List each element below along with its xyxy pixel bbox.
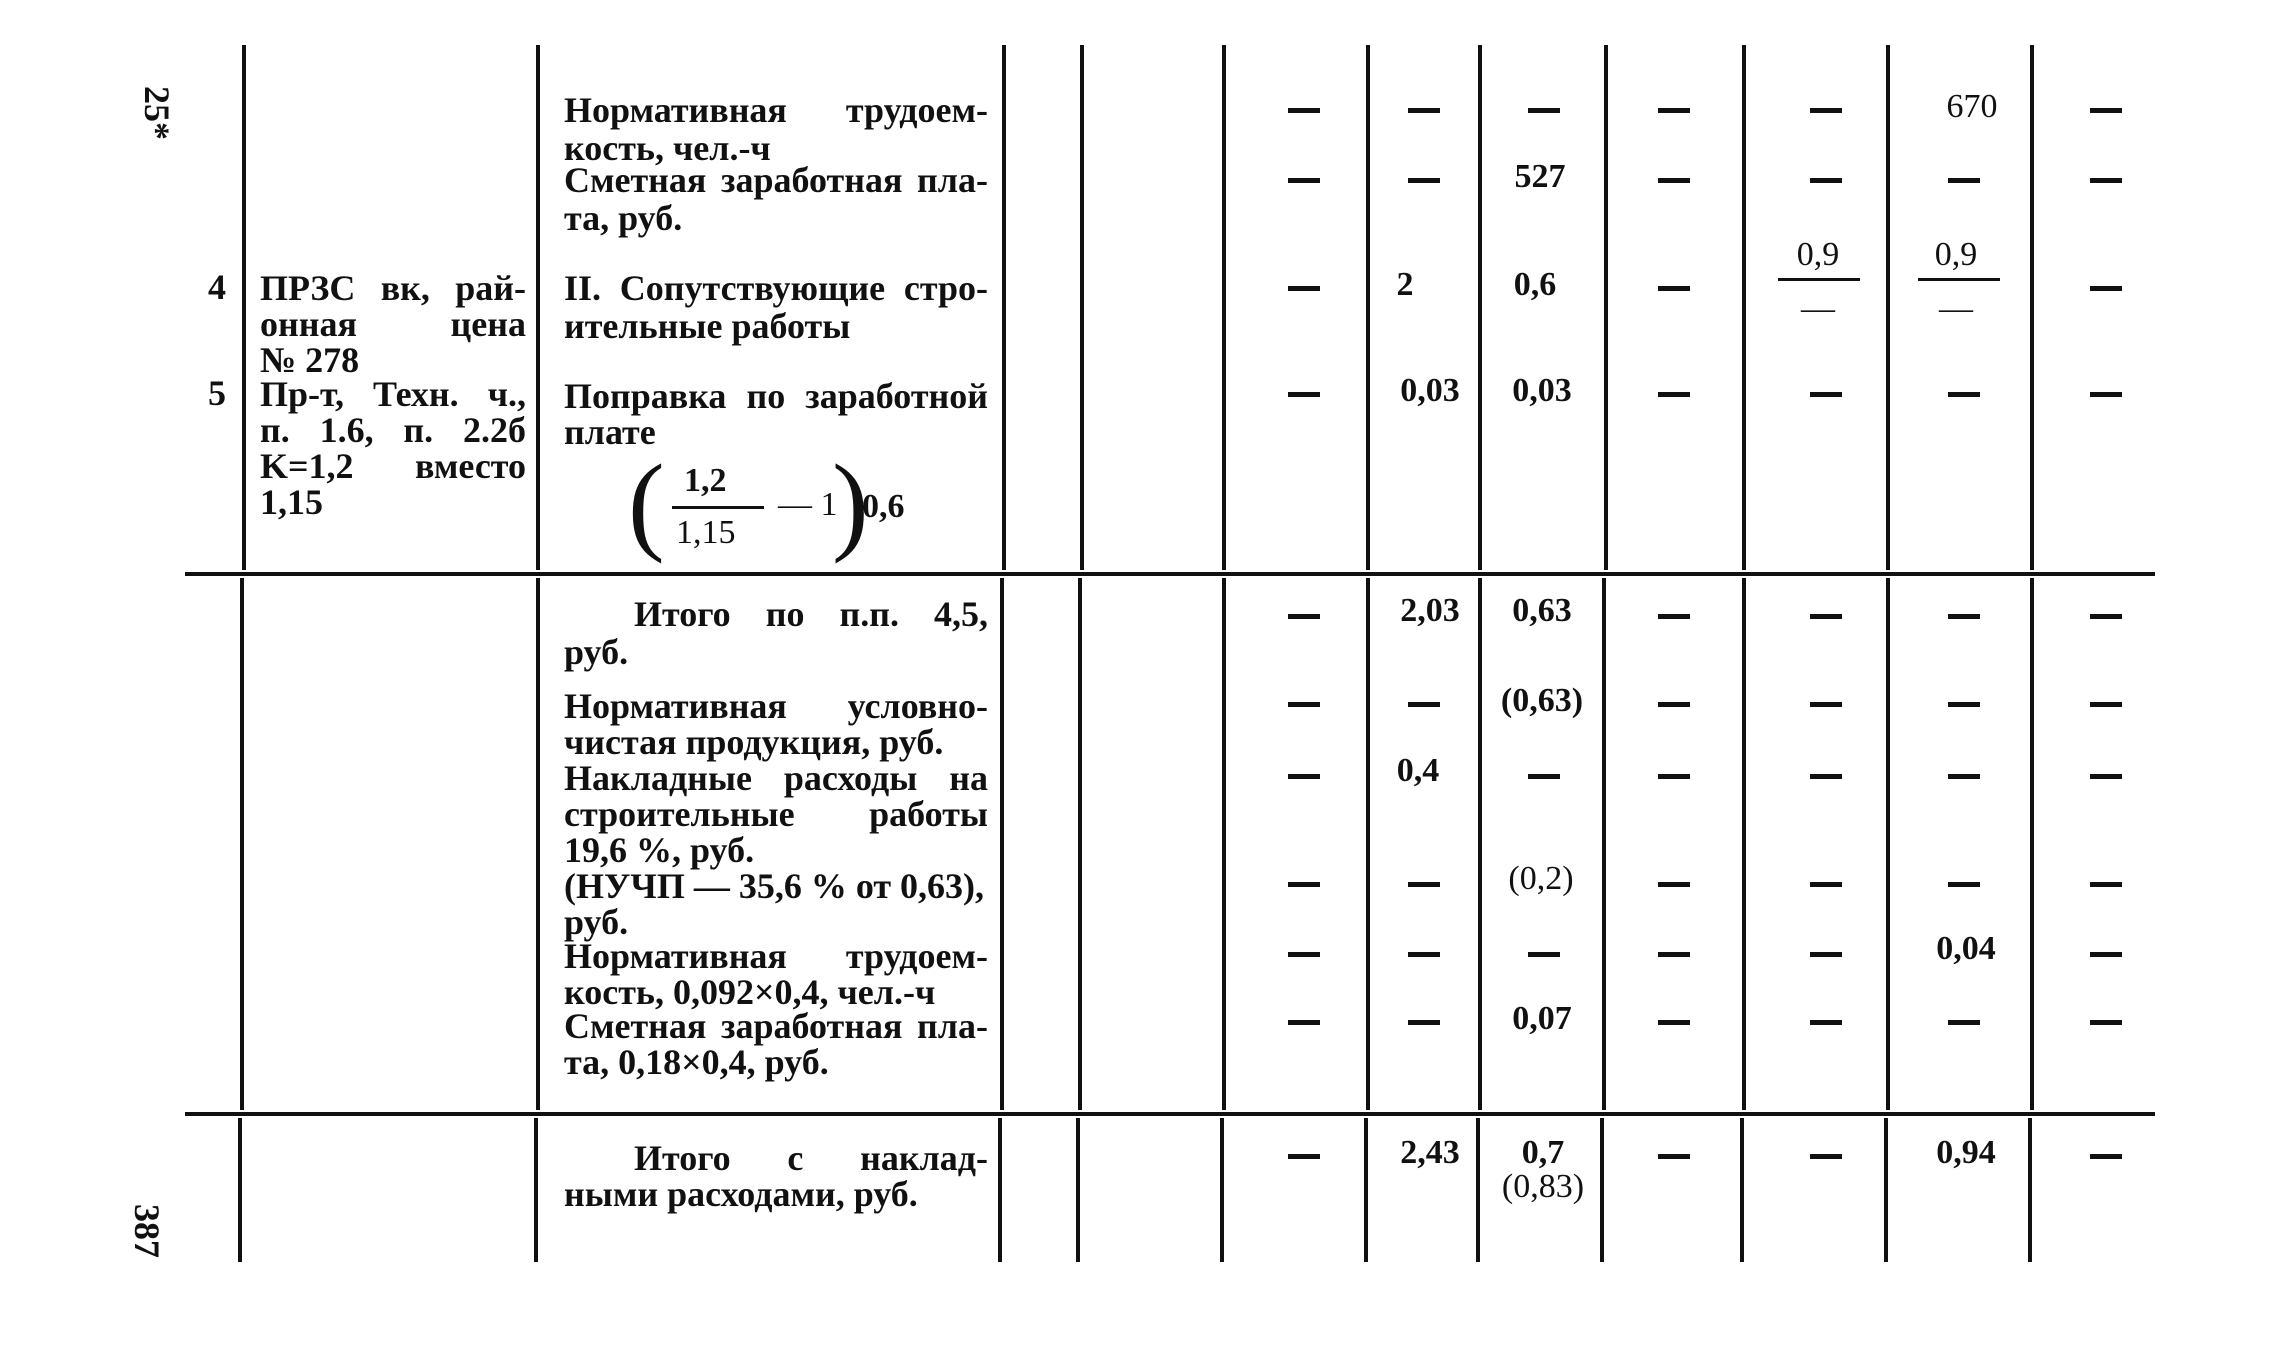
cell-value: 0,04	[1936, 930, 1996, 967]
formula-multiplier: 0,6	[862, 488, 905, 525]
basis-text: ПРЗС вк, рай-	[260, 268, 526, 308]
cell-value: (0,2)	[1508, 860, 1574, 897]
cell-dash	[1528, 108, 1560, 113]
cell-dash	[2090, 702, 2122, 707]
cell-value: 2,43	[1400, 1134, 1460, 1171]
cell-dash	[1810, 614, 1842, 619]
basis-text: K=1,2 вместо	[260, 446, 526, 486]
signature-mark: 25*	[137, 86, 177, 140]
fraction-denominator: —	[1939, 290, 1973, 327]
cell-dash	[1948, 774, 1980, 779]
basis-text: № 278	[260, 340, 360, 380]
formula-term: — 1	[778, 486, 838, 523]
cell-dash	[1288, 286, 1320, 291]
basis-text: Пр-т, Техн. ч.,	[260, 374, 526, 414]
cell-dash	[1408, 178, 1440, 183]
cell-dash	[1288, 952, 1320, 957]
cell-dash	[1658, 108, 1690, 113]
cell-value: 2,03	[1400, 592, 1460, 629]
total-label: Итого по п.п. 4,5,	[634, 594, 988, 634]
cell-dash	[1658, 614, 1690, 619]
cell-dash	[2090, 108, 2122, 113]
fraction-numerator: 0,9	[1796, 236, 1840, 273]
cell-dash	[1810, 1020, 1842, 1025]
cell-dash	[1288, 774, 1320, 779]
total-label: руб.	[564, 632, 629, 672]
cell-dash	[1288, 614, 1320, 619]
cell-value: 0,63	[1512, 592, 1572, 629]
cell-dash	[1658, 178, 1690, 183]
cell-value: (0,63)	[1500, 682, 1584, 719]
cell-dash	[1810, 702, 1842, 707]
cell-dash	[1528, 952, 1560, 957]
cell-dash	[1528, 774, 1560, 779]
basis-text: онная цена	[260, 304, 526, 344]
cell-dash	[2090, 882, 2122, 887]
row-label: та, 0,18×0,4, руб.	[564, 1042, 829, 1082]
fraction-bar	[1778, 278, 1860, 281]
total-label: Итого с наклад-	[634, 1138, 988, 1178]
fraction-numerator: 0,9	[1934, 236, 1978, 273]
cell-dash	[1948, 702, 1980, 707]
cell-dash	[2090, 614, 2122, 619]
cell-dash	[2090, 1154, 2122, 1159]
cell-dash	[1658, 1154, 1690, 1159]
cell-dash	[1810, 774, 1842, 779]
cell-dash	[1810, 1154, 1842, 1159]
row-label: ительные работы	[564, 306, 851, 346]
cell-dash	[1810, 952, 1842, 957]
cell-value: 0,7	[1521, 1134, 1565, 1171]
cell-dash	[1948, 178, 1980, 183]
cell-dash	[1810, 882, 1842, 887]
row-label: Нормативная трудоем-	[564, 90, 988, 130]
cell-value: 0,07	[1512, 1000, 1572, 1037]
row-label: 19,6 %, руб.	[564, 830, 755, 870]
cell-dash	[1948, 614, 1980, 619]
cell-dash	[1948, 1020, 1980, 1025]
fraction-denominator: —	[1801, 290, 1835, 327]
row-label: Нормативная условно-	[564, 686, 988, 726]
cell-dash	[1810, 108, 1842, 113]
formula-numerator: 1,2	[684, 462, 727, 499]
formula-paren: (	[628, 442, 665, 564]
fraction-bar	[1918, 278, 2000, 281]
cell-dash	[1408, 1020, 1440, 1025]
cell-value: 0,94	[1936, 1134, 1996, 1171]
row-number: 5	[208, 373, 226, 413]
formula-denominator: 1,15	[676, 514, 736, 551]
cell-value: 2	[1396, 266, 1414, 303]
row-label: Накладные расходы на	[564, 758, 988, 798]
total-label: ными расходами, руб.	[564, 1174, 918, 1214]
cell-value: 0,03	[1400, 372, 1460, 409]
cell-dash	[1288, 178, 1320, 183]
cell-dash	[1288, 392, 1320, 397]
cell-dash	[1288, 1020, 1320, 1025]
row-label: II. Сопутствующие стро-	[564, 268, 988, 308]
row-label: Поправка по заработной	[564, 376, 988, 416]
cell-dash	[1408, 882, 1440, 887]
row-label: строительные работы	[564, 794, 988, 834]
cell-value: 670	[1946, 88, 1998, 125]
page-number: 387	[127, 1204, 167, 1258]
cell-dash	[2090, 178, 2122, 183]
formula-paren: )	[832, 442, 869, 564]
row-label: плате	[564, 412, 656, 452]
cell-dash	[2090, 774, 2122, 779]
cell-dash	[1658, 774, 1690, 779]
cell-dash	[2090, 286, 2122, 291]
cell-value: 0,6	[1513, 266, 1557, 303]
row-number: 4	[208, 267, 226, 307]
row-label: чистая продукция, руб.	[564, 722, 944, 762]
row-label: (НУЧП — 35,6 % от 0,63),	[564, 866, 985, 906]
cell-dash	[1658, 702, 1690, 707]
cell-dash	[1810, 178, 1842, 183]
cell-dash	[1288, 882, 1320, 887]
cell-dash	[1658, 1020, 1690, 1025]
cell-dash	[1288, 702, 1320, 707]
row-label: кость, 0,092×0,4, чел.-ч	[564, 972, 936, 1012]
cell-dash	[1810, 392, 1842, 397]
row-label: руб.	[564, 902, 629, 942]
cell-value: (0,83)	[1501, 1168, 1585, 1205]
cell-value: 0,4	[1396, 752, 1440, 789]
cell-value: 527	[1514, 158, 1566, 195]
row-label: та, руб.	[564, 198, 683, 238]
row-label: Сметная заработная пла-	[564, 160, 988, 200]
cell-dash	[1408, 108, 1440, 113]
cell-dash	[1288, 1154, 1320, 1159]
fraction-bar	[672, 506, 764, 509]
cell-value: 0,03	[1512, 372, 1572, 409]
cell-dash	[1948, 392, 1980, 397]
row-label: Нормативная трудоем-	[564, 936, 988, 976]
cell-dash	[1658, 882, 1690, 887]
cell-dash	[2090, 952, 2122, 957]
cell-dash	[1948, 882, 1980, 887]
cell-dash	[1408, 702, 1440, 707]
row-label: Сметная заработная пла-	[564, 1006, 988, 1046]
cell-dash	[2090, 392, 2122, 397]
basis-text: 1,15	[260, 482, 323, 522]
cell-dash	[1408, 952, 1440, 957]
basis-text: п. 1.6, п. 2.2б	[260, 410, 526, 450]
cell-dash	[1658, 952, 1690, 957]
row-label: кость, чел.-ч	[564, 128, 771, 168]
cell-dash	[1288, 108, 1320, 113]
cell-dash	[1658, 392, 1690, 397]
cell-dash	[1658, 286, 1690, 291]
cell-dash	[2090, 1020, 2122, 1025]
